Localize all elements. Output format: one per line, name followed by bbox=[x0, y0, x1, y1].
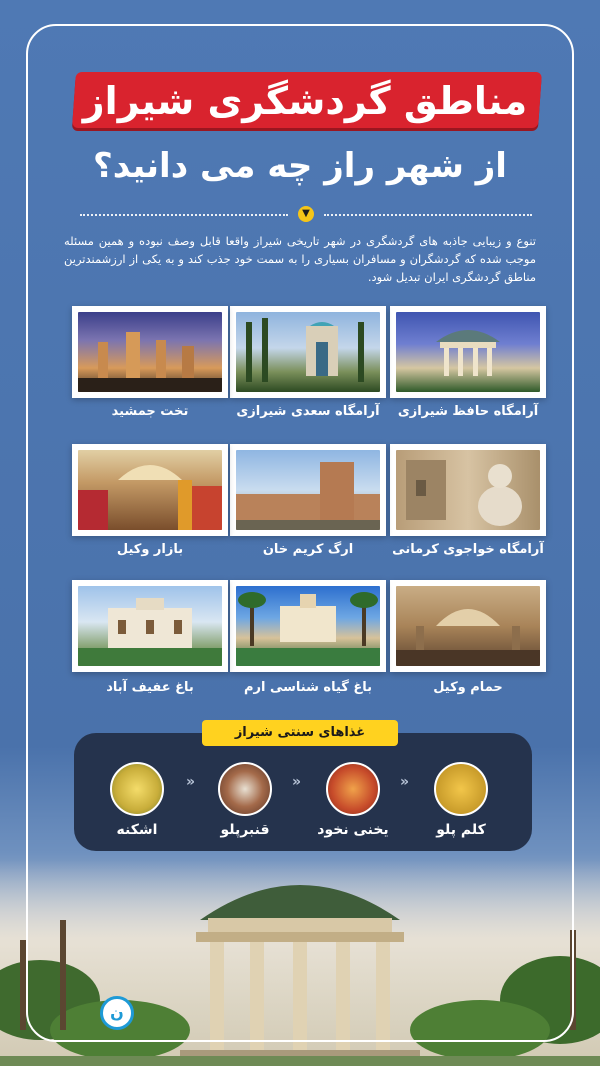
place-name: باغ عفیف آباد bbox=[106, 680, 194, 695]
chevron-left-icon: « bbox=[186, 774, 196, 790]
khajoo-photo bbox=[396, 450, 540, 530]
place-name: تخت جمشید bbox=[111, 404, 189, 419]
place-name: ارگ کریم خان bbox=[262, 542, 354, 557]
place-card-vakil-bazaar[interactable] bbox=[72, 444, 228, 536]
persepolis-photo bbox=[78, 312, 222, 392]
place-name: آرامگاه حافظ شیرازی bbox=[397, 404, 539, 419]
food-name: اشکنه bbox=[116, 822, 158, 838]
place-card-persepolis[interactable] bbox=[72, 306, 228, 398]
chevron-left-icon: « bbox=[292, 774, 302, 790]
arrow-down-icon: ▼ bbox=[298, 206, 314, 222]
foods-heading: غذاهای سنتی شیراز bbox=[202, 720, 398, 746]
afifabad-photo bbox=[78, 586, 222, 666]
divider-right bbox=[324, 214, 532, 216]
place-card-hafez[interactable] bbox=[390, 306, 546, 398]
vakil-bath-photo bbox=[396, 586, 540, 666]
kalam-polo-photo bbox=[434, 762, 488, 816]
intro-paragraph: تنوع و زیبایی جاذبه های گردشگری در شهر تاریخی شیراز واقعا قابل وصف نبوده و همین مسئله موجب شده که گردشگران و مسافران بسیاری را به سمت خود جذب کند و به یکی از ارزشمندترین مناطق گردشگری ایران تبدیل شود. bbox=[64, 234, 536, 284]
karimkhan-photo bbox=[236, 450, 380, 530]
page-subtitle: از شهر راز چه می دانید؟ bbox=[93, 146, 507, 186]
place-card-karimkhan[interactable] bbox=[230, 444, 386, 536]
saadi-photo bbox=[236, 312, 380, 392]
place-card-saadi[interactable] bbox=[230, 306, 386, 398]
place-name: آرامگاه سعدی شیرازی bbox=[236, 404, 380, 419]
place-name: حمام وکیل bbox=[433, 680, 503, 695]
food-name: یخنی نخود bbox=[317, 822, 389, 838]
place-card-khajoo[interactable] bbox=[390, 444, 546, 536]
eshkeneh-photo bbox=[110, 762, 164, 816]
divider-left bbox=[80, 214, 288, 216]
place-card-afifabad[interactable] bbox=[72, 580, 228, 672]
chevron-left-icon: « bbox=[400, 774, 410, 790]
brand-logo-icon: ن bbox=[100, 996, 134, 1030]
food-name: کلم پلو bbox=[436, 822, 486, 838]
food-name: قنبرپلو bbox=[220, 822, 270, 838]
eram-photo bbox=[236, 586, 380, 666]
page-title: مناطق گردشگری شیراز bbox=[82, 79, 528, 123]
place-card-eram[interactable] bbox=[230, 580, 386, 672]
place-card-vakil-bath[interactable] bbox=[390, 580, 546, 672]
vakil-bazaar-photo bbox=[78, 450, 222, 530]
yakhni-nokhod-photo bbox=[326, 762, 380, 816]
place-name: آرامگاه خواجوی کرمانی bbox=[392, 542, 544, 557]
ghanbar-polo-photo bbox=[218, 762, 272, 816]
hafez-photo bbox=[396, 312, 540, 392]
place-name: بازار وکیل bbox=[116, 542, 184, 557]
place-name: باغ گیاه شناسی ارم bbox=[243, 680, 373, 695]
